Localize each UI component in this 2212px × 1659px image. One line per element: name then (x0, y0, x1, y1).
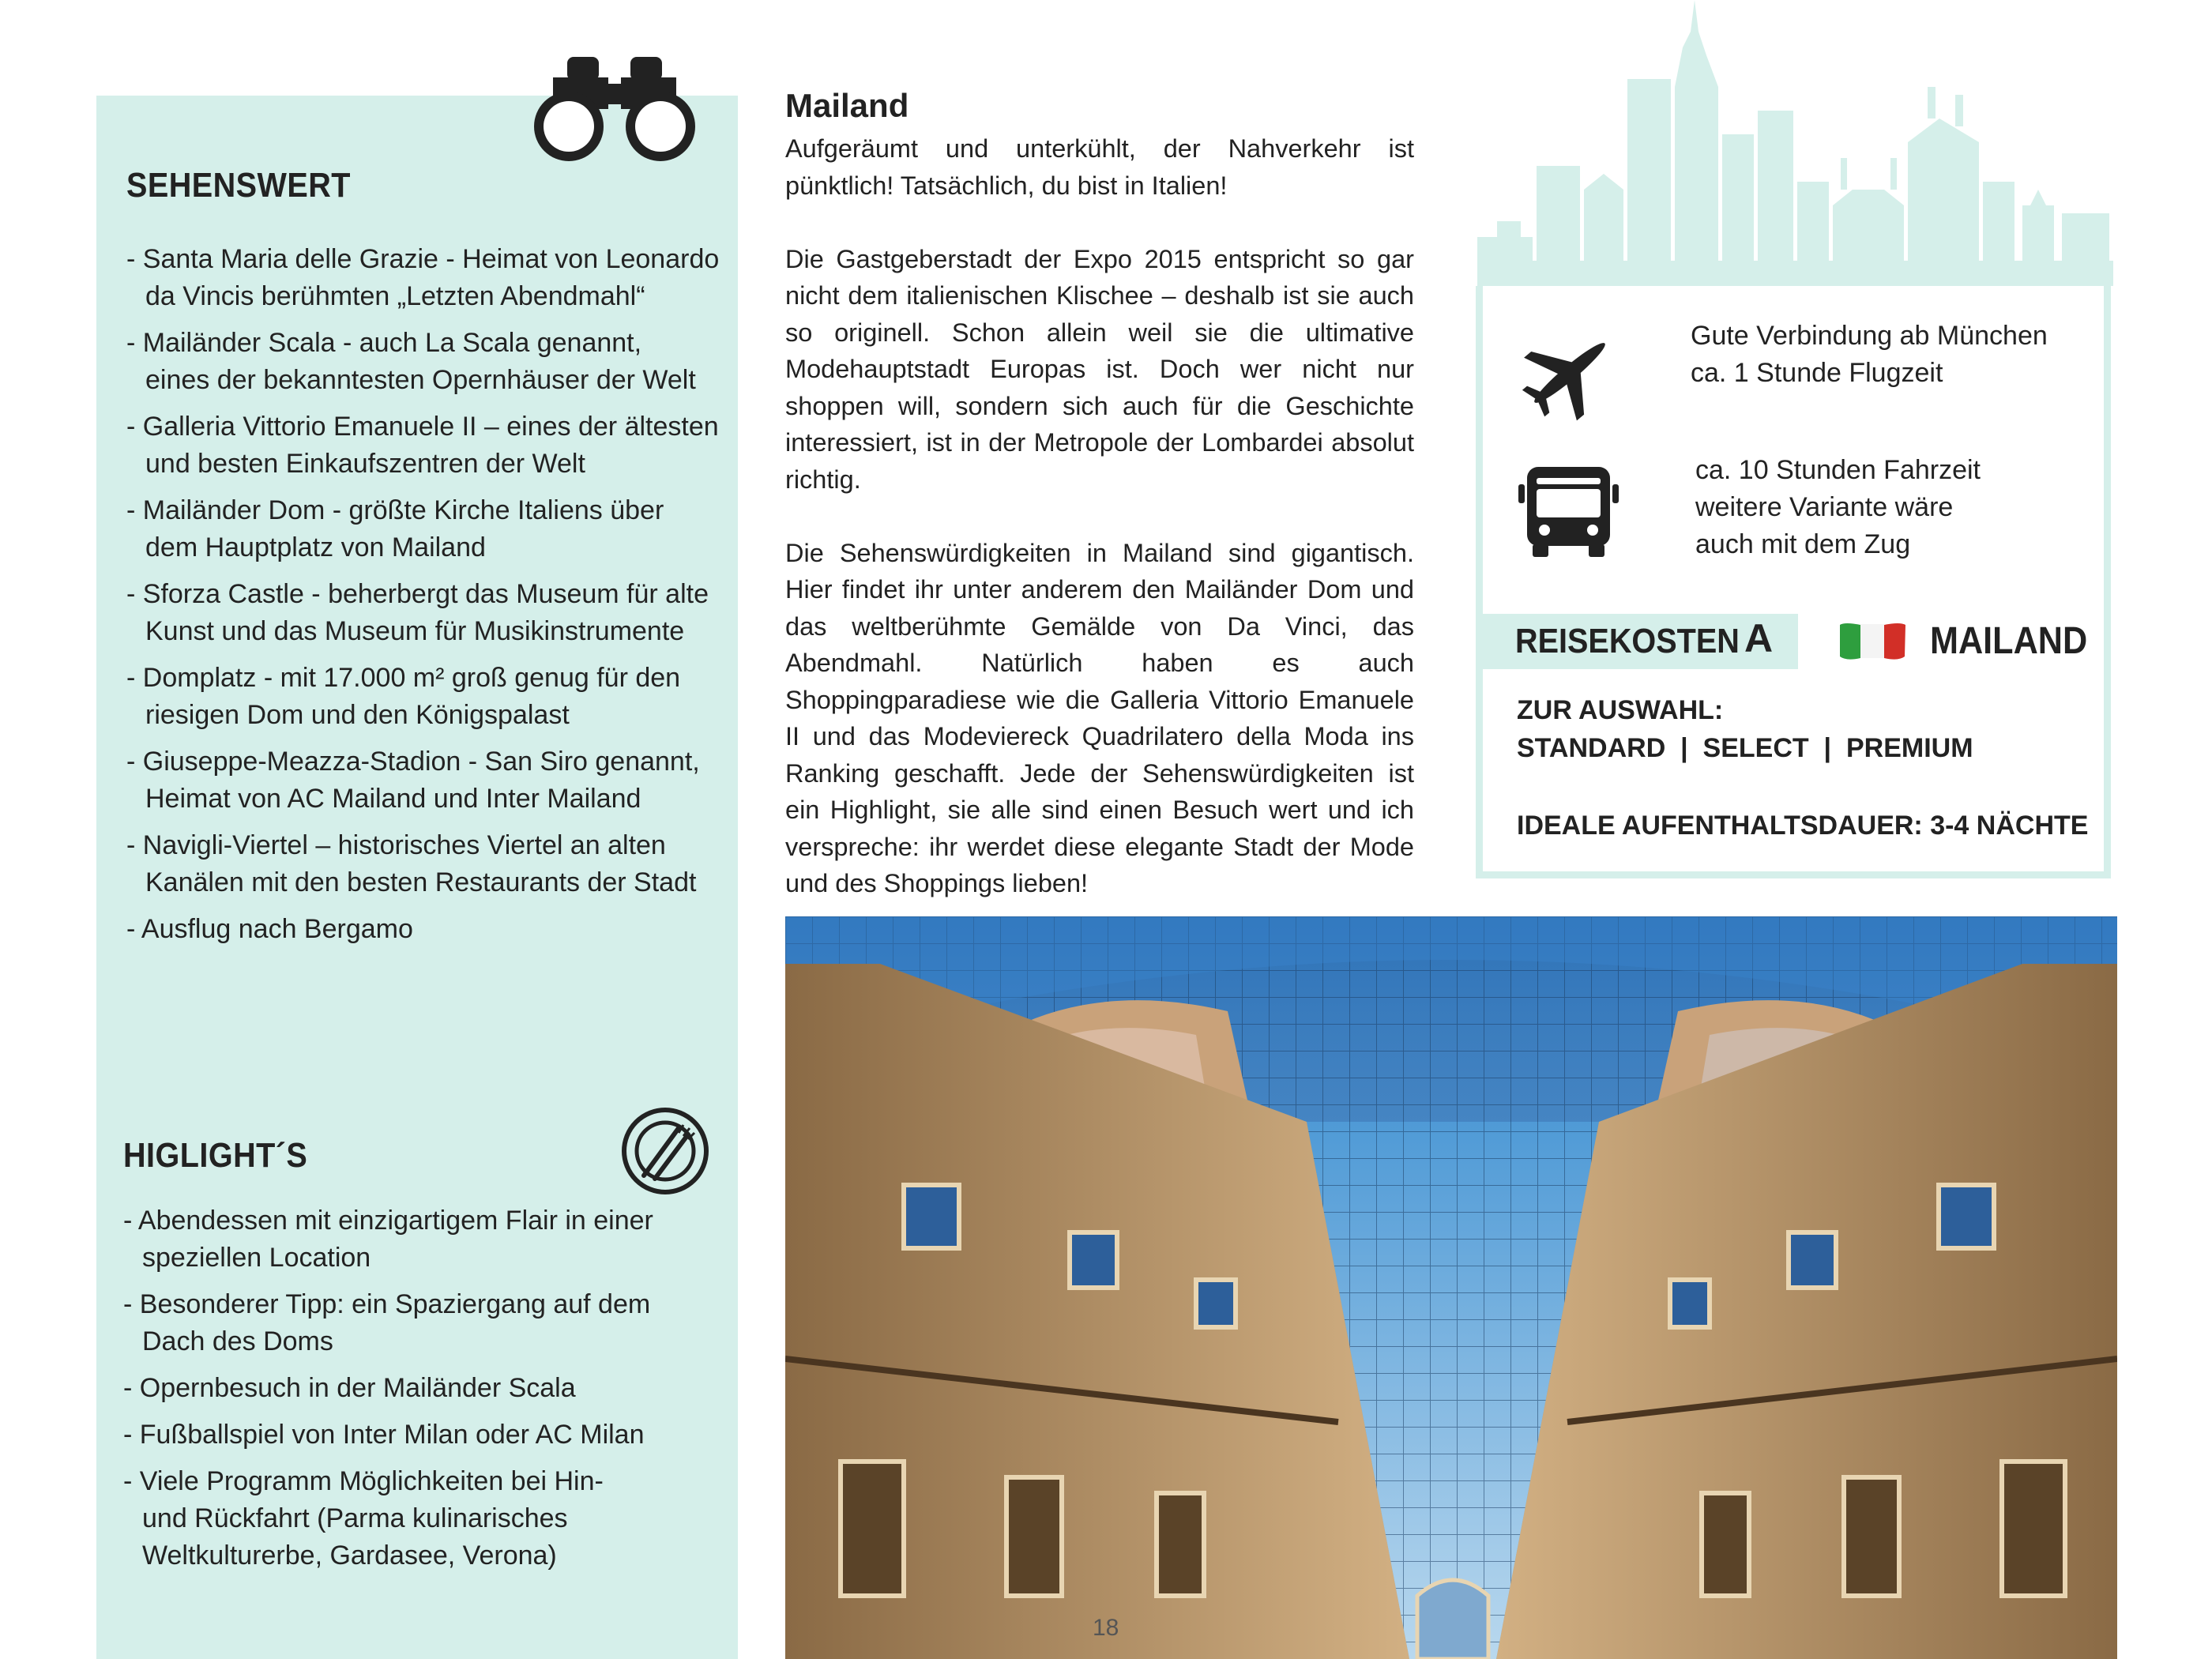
travel-cost-grade: A (1744, 616, 1774, 660)
city-label: MAILAND (1930, 620, 2088, 662)
article-title: Mailand (785, 87, 909, 124)
list-item: - Santa Maria delle Grazie - Heimat von Leonardo da Vincis berühmten „Letzten Abendmahl“ (126, 244, 720, 311)
list-item: - Mailänder Scala - auch La Scala genannt, eines der bekanntesten Opernhäuser der Welt (126, 328, 696, 395)
sights-title: SEHENSWERT (126, 166, 351, 205)
list-item: - Opernbesuch in der Mailänder Scala (123, 1373, 576, 1403)
binoculars-icon (521, 54, 708, 161)
sights-list (126, 241, 727, 957)
article-paragraph: Aufgeräumt und unterkühlt, der Nahverkehr ist pünktlich! Tatsächlich, du bist in Italien! (785, 134, 1414, 200)
ideal-stay: IDEALE AUFENTHALTSDAUER: 3-4 NÄCHTE (1517, 811, 2089, 841)
list-item: - Mailänder Dom - größte Kirche Italiens über dem Hauptplatz von Mailand (126, 495, 664, 562)
page-number: 18 (1093, 1615, 1119, 1641)
plate-cutlery-icon (620, 1106, 711, 1197)
travel-cost-label: REISEKOSTEN (1515, 622, 1740, 660)
highlights-list (123, 1202, 724, 1584)
flight-info: Gute Verbindung ab München ca. 1 Stunde Flugzeit (1691, 321, 2048, 388)
bus-info: ca. 10 Stunden Fahrzeit weitere Variante wäre auch mit dem Zug (1695, 455, 1981, 559)
list-item: - Navigli-Viertel – historisches Viertel an alten Kanälen mit den besten Restaurants der Stadt (126, 830, 697, 897)
list-item: - Viele Programm Möglichkeiten bei Hin- und Rückfahrt (Parma kulinarisches Weltkulturerbe, Gardasee, Verona) (123, 1466, 604, 1571)
bus-icon (1515, 462, 1622, 561)
list-item: - Sforza Castle - beherbergt das Museum für alte Kunst und das Museum für Musikinstrumente (126, 579, 709, 646)
choice-label: ZUR AUSWAHL: (1517, 695, 1724, 725)
article-paragraph: Die Sehenswürdigkeiten in Mailand sind gigantisch. Hier findet ihr unter anderem den Mailänder Dom und das weltberühmte Gemälde von Da Vinci, das Abendmahl. Natürlich haben es auch Shoppingparadiese wie die Galleria Vittorio Emanuele II und das Modeviereck Quadrilatero della Moda ins Ranking geschafft. Jede der Sehenswürdigkeiten ist ein Highlight, sie alle sind einen Besuch wert und ich verspreche: ihr werdet diese elegante Stadt der Mode und des Shoppings lieben! (785, 538, 1414, 897)
list-item: - Fußballspiel von Inter Milan oder AC Milan (123, 1420, 645, 1450)
list-item: - Galleria Vittorio Emanuele II – eines der ältesten und besten Einkaufszentren der Welt (126, 412, 719, 479)
airplane-icon (1521, 324, 1620, 423)
article-body (785, 130, 1414, 939)
list-item: - Besonderer Tipp: ein Spaziergang auf dem Dach des Doms (123, 1289, 651, 1356)
article-paragraph: Die Gastgeberstadt der Expo 2015 entspricht so gar nicht dem italienischen Klischee – deshalb ist sie auch so originell. Schon allein weil sie die ultimative Modehauptstadt Europas ist. Doch wer nicht nur shoppen will, sondern sich auch für die Geschichte interessiert, ist in der Metropole der Lombardei absolut richtig. (785, 244, 1414, 494)
highlights-title: HIGLIGHT´S (123, 1136, 308, 1175)
italy-flag-icon (1837, 620, 1908, 661)
package-options: STANDARD | SELECT | PREMIUM (1517, 733, 1973, 763)
galleria-photo (785, 916, 2117, 1659)
list-item: - Abendessen mit einzigartigem Flair in einer speziellen Location (123, 1206, 653, 1273)
milan-skyline-icon (1473, 0, 2117, 286)
list-item: - Giuseppe-Meazza-Stadion - San Siro genannt, Heimat von AC Mailand und Inter Mailand (126, 747, 700, 814)
list-item: - Domplatz - mit 17.000 m² groß genug für den riesigen Dom und den Königspalast (126, 663, 681, 730)
list-item: - Ausflug nach Bergamo (126, 914, 413, 944)
